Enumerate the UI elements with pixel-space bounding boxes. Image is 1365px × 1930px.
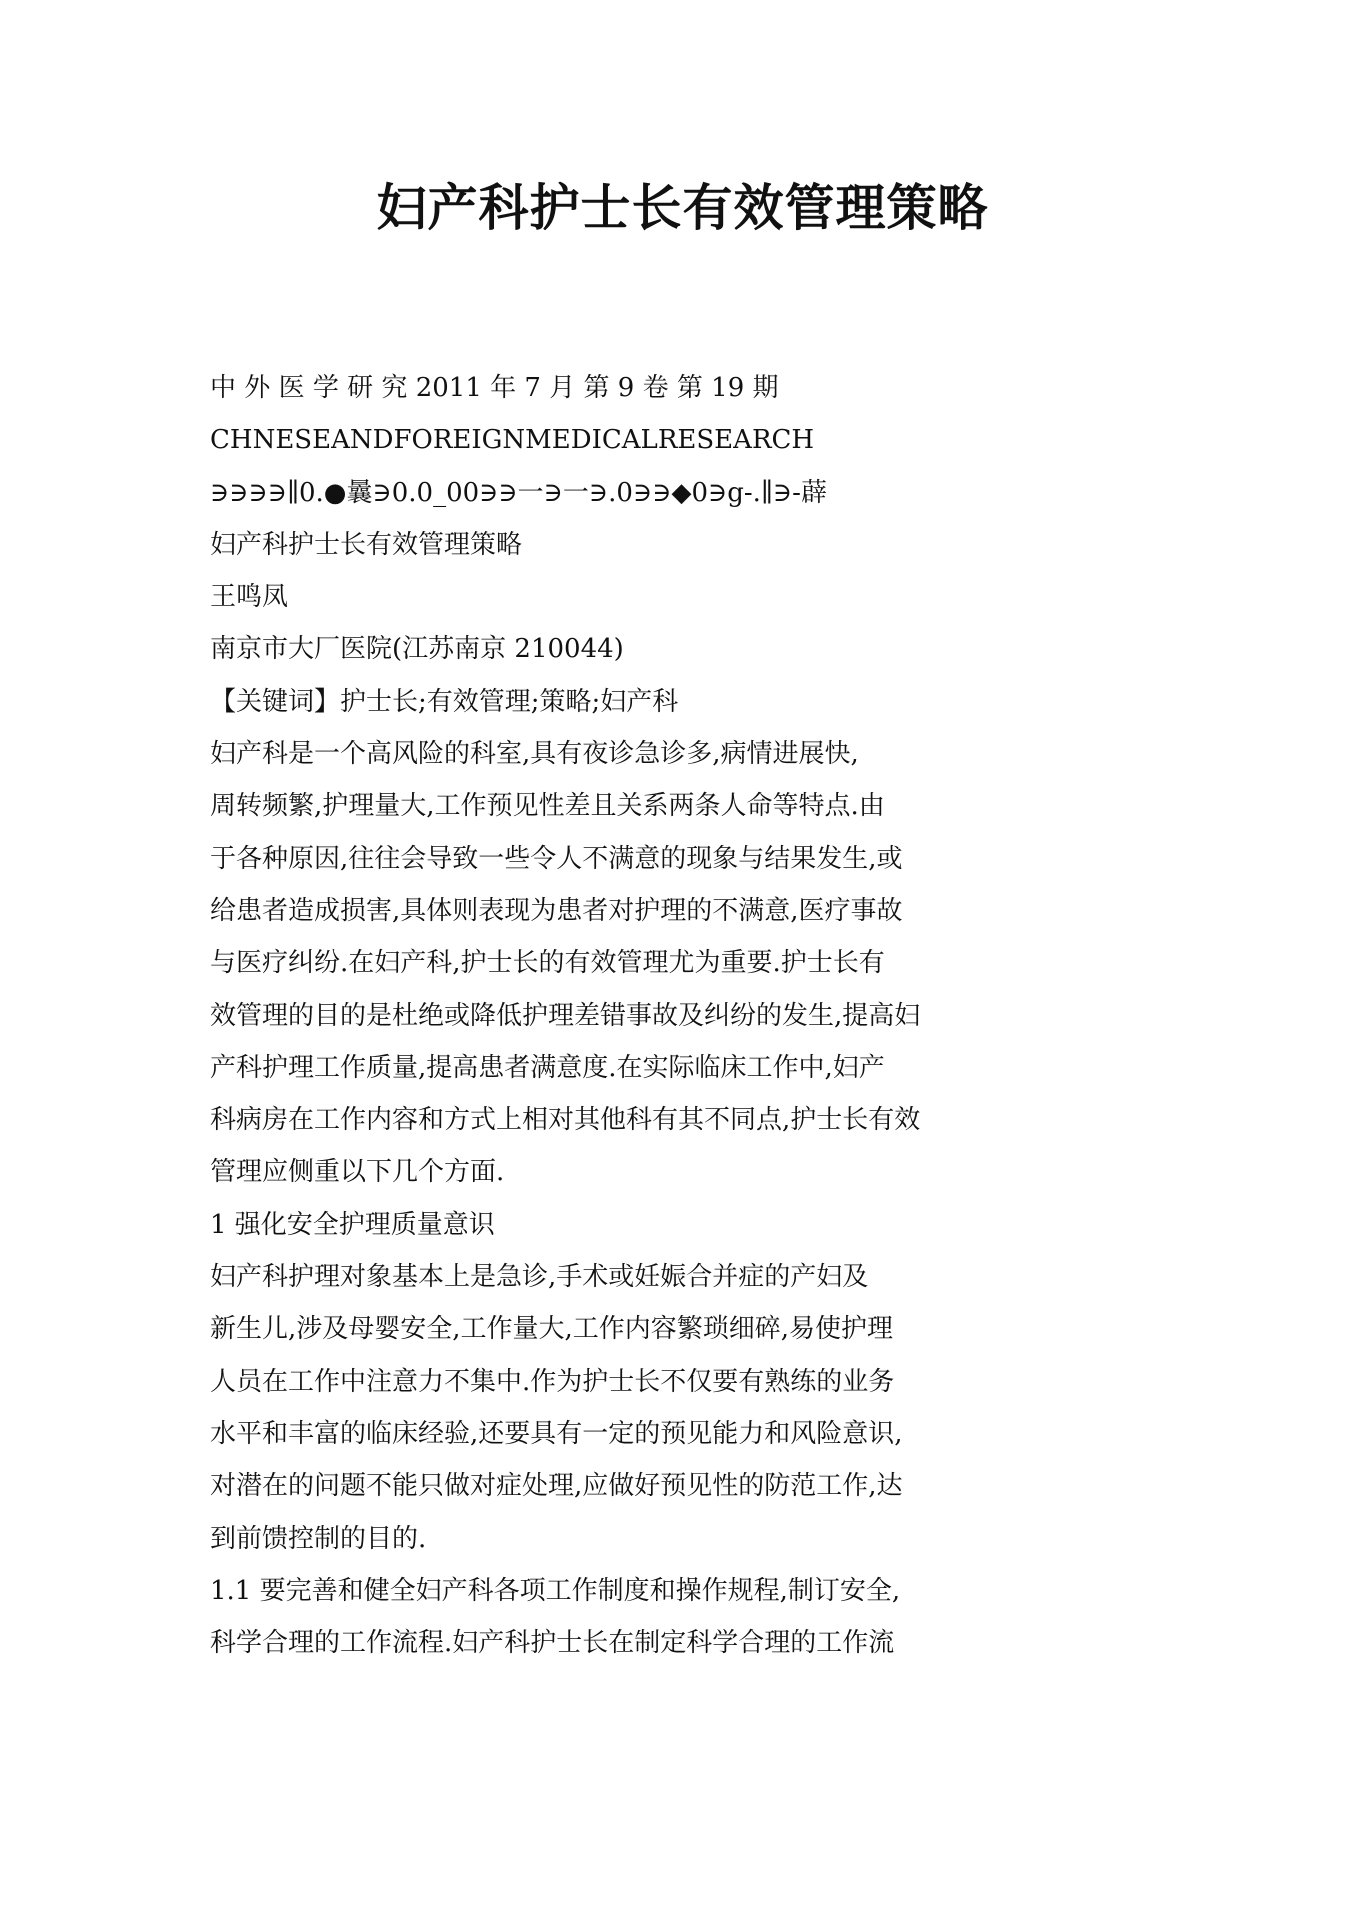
journal-token: 中 [210, 373, 237, 403]
paragraph-line: 与医疗纠纷.在妇产科,护士长的有效管理尤为重要.护士长有 [210, 948, 885, 979]
paragraph-line: 水平和丰富的临床经验,还要具有一定的预见能力和风险意识, [210, 1418, 903, 1449]
journal-token: 卷 [642, 373, 669, 403]
journal-token: 7 [524, 373, 541, 403]
paragraph-line: 给患者造成损害,具体则表现为患者对护理的不满意,医疗事故 [210, 895, 903, 926]
journal-token: 9 [617, 373, 635, 403]
document-title: 妇产科护士长有效管理策略 [376, 178, 989, 237]
journal-token: 2011 [415, 373, 482, 403]
paragraph-line: 科病房在工作内容和方式上相对其他科有其不同点,护士长有效 [210, 1105, 921, 1136]
author-name: 王鸣凤 [210, 582, 289, 613]
paragraph-line: 对潜在的问题不能只做对症处理,应做好预见性的防范工作,达 [210, 1471, 903, 1502]
paragraph-line: 效管理的目的是杜绝或降低护理差错事故及纠纷的发生,提高妇 [210, 1000, 921, 1031]
journal-citation-line [210, 362, 1168, 414]
journal-token: 究 [381, 373, 408, 403]
document-body [210, 362, 1170, 1669]
paragraph-line: 妇产科是一个高风险的科室,具有夜诊急诊多,病情进展快, [210, 739, 859, 770]
journal-token: 研 [347, 373, 374, 403]
journal-token: 医 [278, 373, 305, 403]
paragraph-line: 管理应侧重以下几个方面. [210, 1157, 505, 1188]
journal-token: 第 [676, 373, 703, 403]
journal-token: 学 [312, 373, 339, 403]
garbled-text-line: ∋∋∋∋∥0.●曩∋0.0_00∋∋一∋一∋.0∋∋◆0∋g-.∥∋-薜 [210, 477, 827, 508]
keywords-line: 【关键词】护士长;有效管理;策略;妇产科 [210, 686, 679, 717]
journal-token: 期 [752, 373, 779, 403]
journal-token: 年 [490, 373, 517, 403]
article-title: 妇产科护士长有效管理策略 [210, 529, 523, 560]
journal-token: 第 [583, 373, 610, 403]
paragraph-line: 周转频繁,护理量大,工作预见性差且关系两条人命等特点.由 [210, 791, 885, 822]
paragraph-line: 于各种原因,往往会导致一些令人不满意的现象与结果发生,或 [210, 843, 903, 874]
journal-token: 19 [711, 373, 745, 403]
journal-english-name: CHNESEANDFOREIGNMEDICALRESEARCH [210, 425, 815, 456]
paragraph-line: 人员在工作中注意力不集中.作为护士长不仅要有熟练的业务 [210, 1366, 895, 1397]
author-affiliation: 南京市大厂医院(江苏南京 210044) [210, 634, 624, 665]
paragraph-line: 产科护理工作质量,提高患者满意度.在实际临床工作中,妇产 [210, 1052, 885, 1083]
paragraph-line: 到前馈控制的目的. [210, 1523, 427, 1554]
paragraph-line: 科学合理的工作流程.妇产科护士长在制定科学合理的工作流 [210, 1628, 895, 1659]
paragraph-line: 新生儿,涉及母婴安全,工作量大,工作内容繁琐细碎,易使护理 [210, 1314, 894, 1345]
journal-token: 月 [549, 373, 576, 403]
paragraph-line: 妇产科护理对象基本上是急诊,手术或妊娠合并症的产妇及 [210, 1262, 869, 1293]
section-heading: 1 强化安全护理质量意识 [210, 1209, 495, 1240]
journal-token: 外 [244, 373, 271, 403]
subsection-line: 1.1 要完善和健全妇产科各项工作制度和操作规程,制订安全, [210, 1575, 901, 1606]
